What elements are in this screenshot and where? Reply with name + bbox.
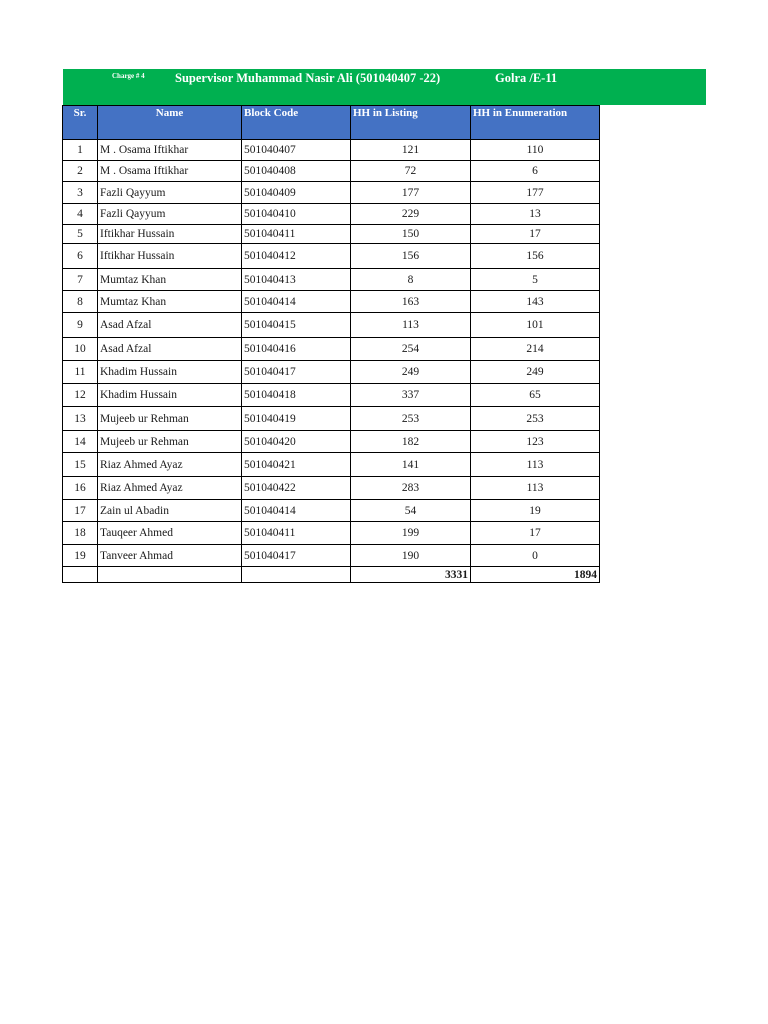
header-hh-enumeration[interactable]: HH in Enumeration — [471, 106, 600, 140]
cell-name[interactable]: Zain ul Abadin — [98, 500, 242, 522]
cell-name[interactable]: Riaz Ahmed Ayaz — [98, 477, 242, 500]
table-row — [63, 453, 600, 477]
table-row — [63, 269, 600, 291]
table-row — [63, 140, 600, 161]
data-table — [62, 105, 600, 583]
cell-name[interactable]: Khadim Hussain — [98, 384, 242, 407]
cell-block-code[interactable]: 501040420 — [242, 431, 351, 453]
cell-hh-listing[interactable]: 113 — [351, 313, 471, 338]
cell-hh-listing[interactable]: 121 — [351, 140, 471, 161]
cell-hh-listing[interactable]: 253 — [351, 407, 471, 431]
table-row — [63, 384, 600, 407]
cell-hh-enumeration[interactable]: 253 — [471, 407, 600, 431]
cell-block-code[interactable]: 501040407 — [242, 140, 351, 161]
cell-name[interactable]: Tauqeer Ahmed — [98, 522, 242, 545]
cell-block-code[interactable]: 501040416 — [242, 338, 351, 361]
cell-hh-enumeration[interactable]: 123 — [471, 431, 600, 453]
cell-hh-listing[interactable]: 229 — [351, 204, 471, 225]
cell-hh-enumeration[interactable]: 113 — [471, 477, 600, 500]
cell-hh-enumeration[interactable]: 101 — [471, 313, 600, 338]
table-row — [63, 225, 600, 244]
totals-sr-cell[interactable] — [63, 567, 98, 583]
cell-sr[interactable]: 5 — [63, 225, 98, 244]
cell-sr[interactable]: 15 — [63, 453, 98, 477]
cell-name[interactable]: Mumtaz Khan — [98, 269, 242, 291]
header-hh-listing[interactable]: HH in Listing — [351, 106, 471, 140]
table-row — [63, 522, 600, 545]
cell-hh-enumeration[interactable]: 249 — [471, 361, 600, 384]
area-label: Golra /E-11 — [495, 71, 558, 85]
cell-block-code[interactable]: 501040409 — [242, 182, 351, 204]
cell-sr[interactable]: 16 — [63, 477, 98, 500]
cell-hh-enumeration[interactable]: 113 — [471, 453, 600, 477]
cell-hh-enumeration[interactable]: 0 — [471, 545, 600, 567]
cell-hh-enumeration[interactable]: 156 — [471, 244, 600, 269]
cell-block-code[interactable]: 501040418 — [242, 384, 351, 407]
cell-sr[interactable]: 2 — [63, 161, 98, 182]
total-hh-enumeration[interactable]: 1894 — [471, 567, 600, 583]
cell-block-code[interactable]: 501040417 — [242, 361, 351, 384]
table-row — [63, 161, 600, 182]
cell-block-code[interactable]: 501040417 — [242, 545, 351, 567]
table-row — [63, 407, 600, 431]
cell-block-code[interactable]: 501040411 — [242, 522, 351, 545]
cell-name[interactable]: Tanveer Ahmad — [98, 545, 242, 567]
cell-block-code[interactable]: 501040414 — [242, 500, 351, 522]
table-row — [63, 545, 600, 567]
total-hh-listing[interactable]: 3331 — [351, 567, 471, 583]
cell-hh-enumeration[interactable]: 17 — [471, 225, 600, 244]
cell-hh-listing[interactable]: 182 — [351, 431, 471, 453]
cell-hh-listing[interactable]: 156 — [351, 244, 471, 269]
table-row — [63, 313, 600, 338]
cell-hh-listing[interactable]: 249 — [351, 361, 471, 384]
cell-block-code[interactable]: 501040421 — [242, 453, 351, 477]
cell-name[interactable]: Fazli Qayyum — [98, 204, 242, 225]
table-body — [63, 140, 600, 567]
cell-name[interactable]: Iftikhar Hussain — [98, 225, 242, 244]
cell-name[interactable]: Mujeeb ur Rehman — [98, 431, 242, 453]
cell-hh-listing[interactable]: 54 — [351, 500, 471, 522]
cell-name[interactable]: Asad Afzal — [98, 338, 242, 361]
table-row — [63, 338, 600, 361]
cell-name[interactable]: Mujeeb ur Rehman — [98, 407, 242, 431]
cell-hh-enumeration[interactable]: 214 — [471, 338, 600, 361]
cell-sr[interactable]: 7 — [63, 269, 98, 291]
cell-name[interactable]: Khadim Hussain — [98, 361, 242, 384]
cell-name[interactable]: Asad Afzal — [98, 313, 242, 338]
cell-sr[interactable]: 8 — [63, 291, 98, 313]
table-row — [63, 291, 600, 313]
cell-hh-listing[interactable]: 337 — [351, 384, 471, 407]
cell-hh-enumeration[interactable]: 17 — [471, 522, 600, 545]
cell-block-code[interactable]: 501040422 — [242, 477, 351, 500]
header-sr[interactable]: Sr. — [63, 106, 98, 140]
cell-hh-listing[interactable]: 199 — [351, 522, 471, 545]
cell-block-code[interactable]: 501040413 — [242, 269, 351, 291]
header-row — [63, 106, 600, 140]
charge-label: Charge # 4 — [112, 72, 145, 80]
cell-hh-listing[interactable]: 141 — [351, 453, 471, 477]
cell-sr[interactable]: 9 — [63, 313, 98, 338]
cell-hh-listing[interactable]: 190 — [351, 545, 471, 567]
table-row — [63, 500, 600, 522]
cell-sr[interactable]: 13 — [63, 407, 98, 431]
cell-sr[interactable]: 18 — [63, 522, 98, 545]
table-row — [63, 204, 600, 225]
supervisor-title: Supervisor Muhammad Nasir Ali (501040407 -22) — [175, 71, 441, 85]
cell-sr[interactable]: 1 — [63, 140, 98, 161]
totals-name-cell[interactable] — [98, 567, 242, 583]
cell-hh-enumeration[interactable]: 5 — [471, 269, 600, 291]
table-row — [63, 477, 600, 500]
cell-block-code[interactable]: 501040414 — [242, 291, 351, 313]
cell-hh-enumeration[interactable]: 19 — [471, 500, 600, 522]
cell-hh-listing[interactable]: 150 — [351, 225, 471, 244]
cell-hh-listing[interactable]: 254 — [351, 338, 471, 361]
cell-hh-enumeration[interactable]: 110 — [471, 140, 600, 161]
cell-hh-listing[interactable]: 72 — [351, 161, 471, 182]
cell-hh-listing[interactable]: 177 — [351, 182, 471, 204]
cell-name[interactable]: Riaz Ahmed Ayaz — [98, 453, 242, 477]
cell-hh-enumeration[interactable]: 65 — [471, 384, 600, 407]
table-row — [63, 244, 600, 269]
totals-code-cell[interactable] — [242, 567, 351, 583]
cell-name[interactable]: Mumtaz Khan — [98, 291, 242, 313]
cell-hh-enumeration[interactable]: 13 — [471, 204, 600, 225]
cell-hh-listing[interactable]: 8 — [351, 269, 471, 291]
cell-block-code[interactable]: 501040412 — [242, 244, 351, 269]
cell-hh-listing[interactable]: 283 — [351, 477, 471, 500]
cell-block-code[interactable]: 501040410 — [242, 204, 351, 225]
cell-sr[interactable]: 11 — [63, 361, 98, 384]
cell-sr[interactable]: 19 — [63, 545, 98, 567]
cell-sr[interactable]: 6 — [63, 244, 98, 269]
cell-name[interactable]: Iftikhar Hussain — [98, 244, 242, 269]
sheet-banner — [63, 69, 706, 105]
cell-sr[interactable]: 12 — [63, 384, 98, 407]
cell-hh-listing[interactable]: 163 — [351, 291, 471, 313]
cell-hh-enumeration[interactable]: 143 — [471, 291, 600, 313]
cell-sr[interactable]: 10 — [63, 338, 98, 361]
cell-hh-enumeration[interactable]: 6 — [471, 161, 600, 182]
cell-sr[interactable]: 4 — [63, 204, 98, 225]
cell-name[interactable]: M . Osama Iftikhar — [98, 161, 242, 182]
table-row — [63, 182, 600, 204]
cell-sr[interactable]: 14 — [63, 431, 98, 453]
header-name[interactable]: Name — [98, 106, 242, 140]
cell-block-code[interactable]: 501040415 — [242, 313, 351, 338]
cell-sr[interactable]: 17 — [63, 500, 98, 522]
header-block-code[interactable]: Block Code — [242, 106, 351, 140]
cell-block-code[interactable]: 501040419 — [242, 407, 351, 431]
table-row — [63, 431, 600, 453]
cell-block-code[interactable]: 501040408 — [242, 161, 351, 182]
cell-block-code[interactable]: 501040411 — [242, 225, 351, 244]
cell-name[interactable]: M . Osama Iftikhar — [98, 140, 242, 161]
cell-name[interactable]: Fazli Qayyum — [98, 182, 242, 204]
totals-row — [63, 567, 600, 583]
table-row — [63, 361, 600, 384]
cell-hh-enumeration[interactable]: 177 — [471, 182, 600, 204]
cell-sr[interactable]: 3 — [63, 182, 98, 204]
